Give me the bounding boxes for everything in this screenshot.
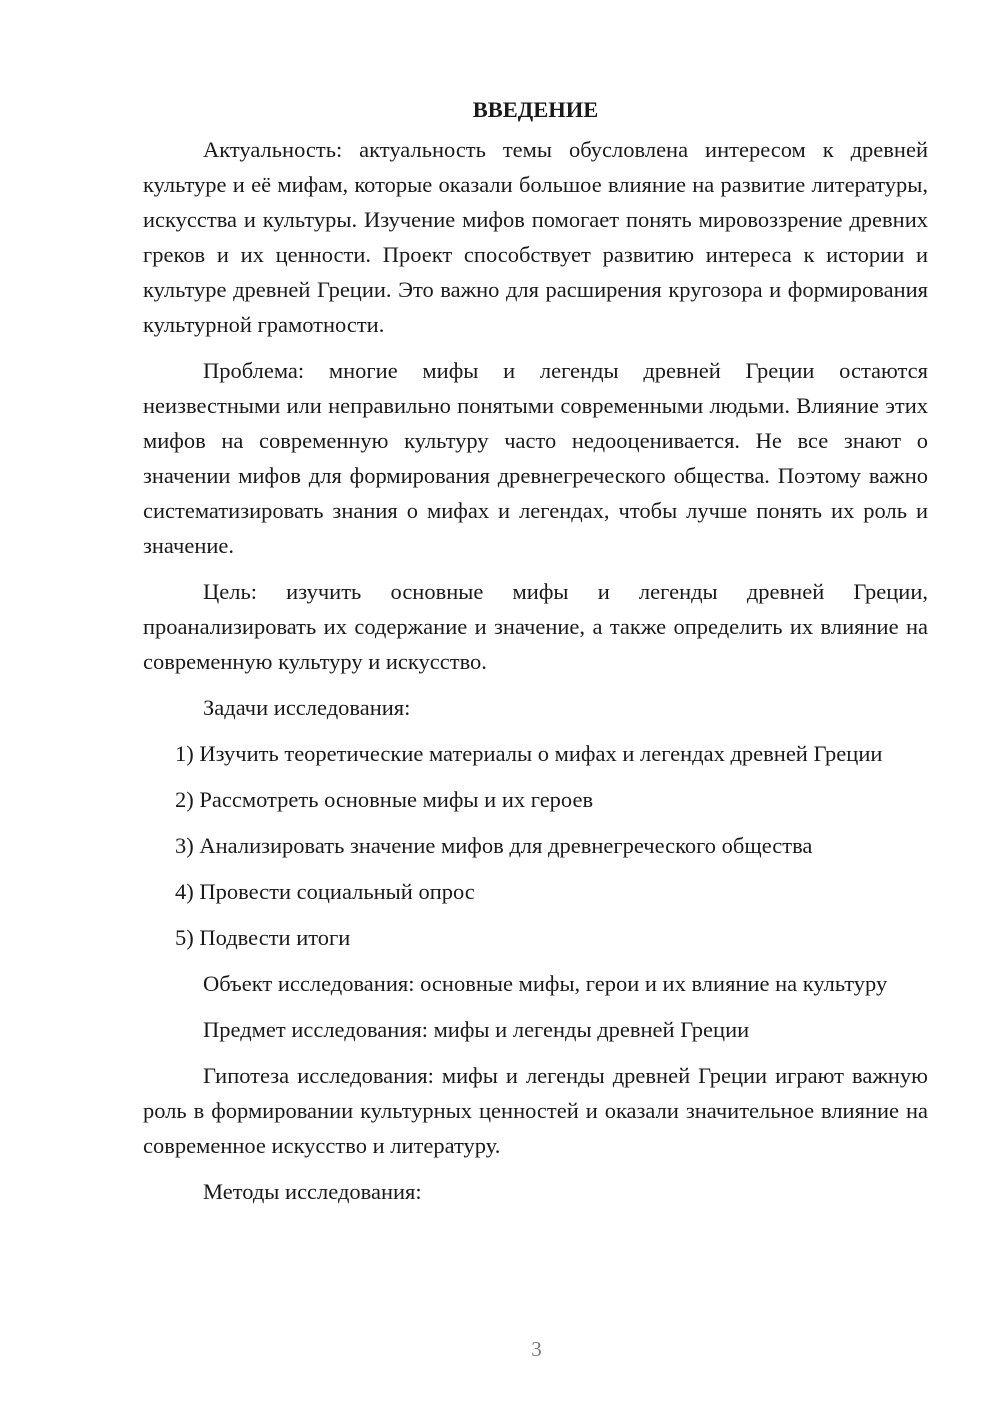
paragraph-subject: Предмет исследования: мифы и легенды древней Греции <box>203 1017 750 1042</box>
task-item-1: 1) Изучить теоретические материалы о мифах и легендах древней Греции <box>175 741 883 766</box>
page-content <box>143 92 928 1220</box>
page-number: 3 <box>531 1337 542 1361</box>
methods-heading: Методы исследования: <box>203 1179 422 1204</box>
task-item-3: 3) Анализировать значение мифов для древнегреческого общества <box>175 833 813 858</box>
paragraph-hypothesis: Гипотеза исследования: мифы и легенды древней Греции играют важную роль в формировании культурных ценностей и оказали значительное влияние на современное искусство и литературу. <box>143 1063 928 1158</box>
paragraph-problem: Проблема: многие мифы и легенды древней Греции остаются неизвестными или неправильно понятыми современными людьми. Влияние этих мифов на современную культуру часто недооценивается. Не все знают о значении мифов для формирования древнегреческого общества. Поэтому важно систематизировать знания о мифах и легендах, чтобы лучше понять их роль и значение. <box>143 358 928 558</box>
paragraph-goal: Цель: изучить основные мифы и легенды древней Греции, проанализировать их содержание и значение, а также определить их влияние на современную культуру и искусство. <box>143 579 928 674</box>
page-title: ВВЕДЕНИЕ <box>472 97 599 122</box>
tasks-heading: Задачи исследования: <box>203 695 411 720</box>
paragraph-relevance: Актуальность: актуальность темы обусловлена интересом к древней культуре и её мифам, которые оказали большое влияние на развитие литературы, искусства и культуры. Изучение мифов помогает понять мировоззрение древних греков и их ценности. Проект способствует развитию интереса к истории и культуре древней Греции. Это важно для расширения кругозора и формирования культурной грамотности. <box>143 137 928 337</box>
task-item-4: 4) Провести социальный опрос <box>175 879 475 904</box>
task-item-5: 5) Подвести итоги <box>175 925 351 950</box>
paragraph-object: Объект исследования: основные мифы, герои и их влияние на культуру <box>203 971 888 996</box>
task-item-2: 2) Рассмотреть основные мифы и их героев <box>175 787 594 812</box>
